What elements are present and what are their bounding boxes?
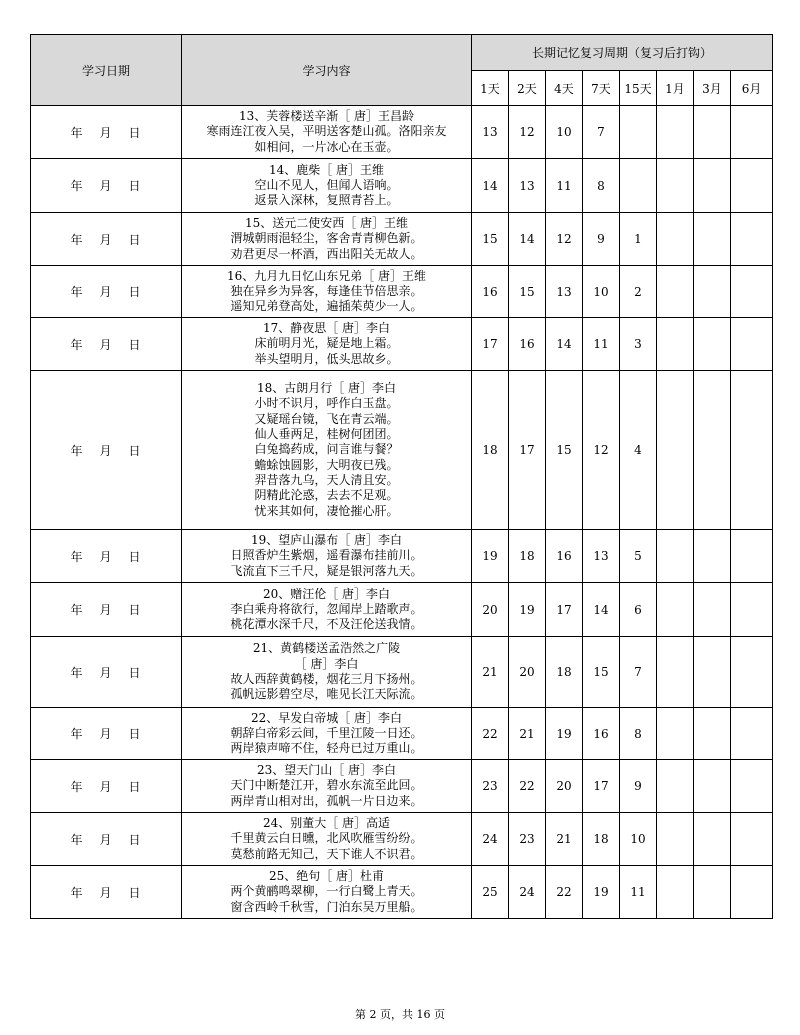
date-year-label: 年	[70, 727, 84, 741]
date-month-label: 月	[99, 232, 113, 247]
review-check-cell[interactable]	[657, 708, 694, 760]
review-check-cell[interactable]: 17	[472, 318, 509, 371]
poem-line: 床前明月光，疑是地上霜。	[254, 336, 399, 351]
date-month-label: 月	[99, 727, 113, 741]
review-check-cell[interactable]: 15	[546, 371, 583, 530]
review-check-cell[interactable]: 11	[546, 159, 583, 213]
poem-line: 又疑瑶台镜，飞在青云端。	[254, 411, 399, 426]
review-check-cell[interactable]: 21	[472, 637, 509, 708]
poem-line: 日照香炉生紫烟，遥看瀑布挂前川。	[230, 548, 423, 563]
review-check-cell[interactable]: 1	[620, 213, 657, 266]
review-check-cell[interactable]	[731, 708, 773, 760]
poem-cell	[182, 106, 472, 159]
poem-rows	[31, 106, 773, 919]
date-year-label: 年	[70, 179, 84, 193]
date-year-label: 年	[70, 125, 84, 140]
poem-title: 15、送元二使安西［ 唐］王维	[244, 216, 409, 231]
poem-cell	[182, 760, 472, 813]
review-check-cell[interactable]: 12	[583, 371, 620, 530]
review-check-cell[interactable]: 17	[583, 760, 620, 813]
review-check-cell[interactable]	[694, 708, 731, 760]
review-check-cell[interactable]	[657, 583, 694, 637]
date-year-label: 年	[70, 885, 84, 900]
review-check-cell[interactable]	[731, 106, 773, 159]
poem-line: 蟾蜍蚀圆影，大明夜已残。	[254, 457, 399, 472]
poem-cell	[182, 583, 472, 637]
review-check-cell[interactable]: 25	[472, 866, 509, 919]
content-column-header: 学习内容	[182, 35, 472, 106]
poem-line: 窗含西岭千秋雪，门泊东吴万里船。	[230, 899, 423, 914]
review-check-cell[interactable]: 19	[583, 866, 620, 919]
period-header: 15天	[620, 71, 657, 106]
date-month-label: 月	[99, 832, 113, 847]
table-row	[31, 760, 773, 813]
poem-line: 白兔捣药成，问言谁与餐？	[254, 442, 399, 457]
page-footer: 第 2 页，共 16 页	[355, 1008, 445, 1021]
poem-line: 天门中断楚江开，碧水东流至此回。	[230, 778, 423, 793]
poem-cell	[182, 637, 472, 708]
poem-title: 20、赠汪伦［ 唐］李白	[262, 586, 391, 601]
review-check-cell[interactable]: 23	[509, 813, 546, 866]
date-month-label: 月	[99, 285, 113, 299]
poem-line: 孤帆远影碧空尽，唯见长江天际流。	[230, 687, 423, 702]
review-check-cell[interactable]	[620, 106, 657, 159]
review-check-cell[interactable]	[657, 318, 694, 371]
review-check-cell[interactable]: 9	[583, 213, 620, 266]
poem-line: 两个黄鹂鸣翠柳，一行白鹭上青天。	[230, 884, 423, 899]
poem-line: 羿昔落九乌，天人清且安。	[254, 472, 399, 487]
review-check-cell[interactable]: 16	[546, 530, 583, 583]
review-check-cell[interactable]: 22	[546, 866, 583, 919]
review-check-cell[interactable]	[657, 866, 694, 919]
poem-line: 仙人垂两足，桂树何团团。	[254, 427, 399, 442]
review-check-cell[interactable]: 19	[472, 530, 509, 583]
date-month-label: 月	[99, 779, 113, 794]
date-column-header: 学习日期	[31, 35, 182, 106]
period-header: 3月	[694, 71, 731, 106]
review-check-cell[interactable]: 17	[509, 371, 546, 530]
review-check-cell[interactable]: 7	[583, 106, 620, 159]
review-check-cell[interactable]	[694, 813, 731, 866]
review-check-cell[interactable]: 14	[509, 213, 546, 266]
review-check-cell[interactable]	[657, 106, 694, 159]
table-row	[31, 266, 773, 318]
review-check-cell[interactable]: 13	[546, 266, 583, 318]
poem-line: 李白乘舟将欲行，忽闻岸上踏歌声。	[230, 601, 423, 616]
poem-line: 返景入深林，复照青苔上。	[254, 193, 399, 208]
date-day-label: 日	[128, 179, 142, 193]
review-check-cell[interactable]	[694, 760, 731, 813]
poem-cell	[182, 530, 472, 583]
date-day-label: 日	[128, 779, 142, 794]
date-cell[interactable]	[31, 760, 182, 813]
review-check-cell[interactable]	[731, 813, 773, 866]
poem-title: 21、黄鹤楼送孟浩然之广陵	[252, 641, 401, 656]
poem-cell	[182, 213, 472, 266]
review-check-cell[interactable]	[657, 371, 694, 530]
review-check-cell[interactable]: 16	[472, 266, 509, 318]
review-check-cell[interactable]: 20	[509, 637, 546, 708]
date-year-label: 年	[70, 232, 84, 247]
date-year-label: 年	[70, 285, 84, 299]
date-year-label: 年	[70, 832, 84, 847]
review-check-cell[interactable]	[731, 866, 773, 919]
review-check-cell[interactable]: 20	[546, 760, 583, 813]
review-check-cell[interactable]: 16	[583, 708, 620, 760]
date-year-label: 年	[70, 603, 84, 617]
date-cell[interactable]	[31, 708, 182, 760]
table-row	[31, 866, 773, 919]
poem-title: 19、望庐山瀑布［ 唐］李白	[250, 533, 403, 548]
review-check-cell[interactable]: 14	[546, 318, 583, 371]
review-check-cell[interactable]: 18	[583, 813, 620, 866]
poem-cell	[182, 266, 472, 318]
review-check-cell[interactable]: 21	[509, 708, 546, 760]
date-cell[interactable]	[31, 106, 182, 159]
review-check-cell[interactable]	[657, 266, 694, 318]
date-day-label: 日	[128, 443, 142, 458]
table-row	[31, 637, 773, 708]
poem-line: 阴精此沦惑，去去不足观。	[254, 488, 399, 503]
poem-cell	[182, 708, 472, 760]
review-check-cell[interactable]	[731, 318, 773, 371]
poem-line: 独在异乡为异客，每逢佳节倍思亲。	[230, 283, 423, 298]
date-cell[interactable]	[31, 637, 182, 708]
table-row	[31, 583, 773, 637]
review-check-cell[interactable]: 16	[509, 318, 546, 371]
poem-line: 两岸猿声啼不住，轻舟已过万重山。	[230, 741, 423, 756]
review-check-cell[interactable]	[657, 530, 694, 583]
review-check-cell[interactable]: 3	[620, 318, 657, 371]
review-check-cell[interactable]: 23	[472, 760, 509, 813]
poem-line: 忧来其如何，凄怆摧心肝。	[254, 503, 399, 518]
review-check-cell[interactable]: 24	[509, 866, 546, 919]
date-month-label: 月	[99, 337, 113, 352]
poem-title: 16、九月九日忆山东兄弟［ 唐］王维	[226, 268, 427, 283]
review-check-cell[interactable]	[694, 583, 731, 637]
period-header: 1天	[472, 71, 509, 106]
review-check-cell[interactable]: 18	[546, 637, 583, 708]
review-check-cell[interactable]: 19	[546, 708, 583, 760]
review-check-cell[interactable]	[694, 866, 731, 919]
review-check-cell[interactable]	[657, 213, 694, 266]
review-check-cell[interactable]: 11	[583, 318, 620, 371]
review-check-cell[interactable]	[694, 266, 731, 318]
poem-line: 渭城朝雨浥轻尘，客舍青青柳色新。	[230, 231, 423, 246]
review-check-cell[interactable]: 18	[472, 371, 509, 530]
date-day-label: 日	[128, 727, 142, 741]
review-check-cell[interactable]: 11	[620, 866, 657, 919]
review-check-cell[interactable]: 10	[546, 106, 583, 159]
poem-line: 空山不见人，但闻人语响。	[254, 177, 399, 192]
table-row	[31, 106, 773, 159]
poem-title: 18、古朗月行［ 唐］李白	[256, 381, 397, 396]
poem-line: 两岸青山相对出，孤帆一片日边来。	[230, 793, 423, 808]
table-row	[31, 159, 773, 213]
poem-title: 14、鹿柴［ 唐］王维	[268, 162, 385, 177]
review-check-cell[interactable]: 14	[583, 583, 620, 637]
review-check-cell[interactable]	[657, 637, 694, 708]
poem-cell	[182, 318, 472, 371]
review-check-cell[interactable]: 15	[472, 213, 509, 266]
date-month-label: 月	[99, 125, 113, 140]
review-check-cell[interactable]	[694, 637, 731, 708]
review-check-cell[interactable]	[694, 318, 731, 371]
date-year-label: 年	[70, 779, 84, 794]
review-schedule-table	[30, 34, 773, 919]
review-check-cell[interactable]	[620, 159, 657, 213]
review-check-cell[interactable]	[731, 760, 773, 813]
date-year-label: 年	[70, 549, 84, 564]
review-check-cell[interactable]	[694, 371, 731, 530]
date-day-label: 日	[128, 603, 142, 617]
review-check-cell[interactable]	[731, 266, 773, 318]
poem-line: 如相问，一片冰心在玉壶。	[254, 139, 399, 154]
review-check-cell[interactable]	[731, 371, 773, 530]
review-check-cell[interactable]: 8	[620, 708, 657, 760]
date-day-label: 日	[128, 885, 142, 900]
period-header: 1月	[657, 71, 694, 106]
table-row	[31, 318, 773, 371]
poem-line: 劝君更尽一杯酒，西出阳关无故人。	[230, 246, 423, 261]
date-cell[interactable]	[31, 213, 182, 266]
review-check-cell[interactable]: 2	[620, 266, 657, 318]
review-check-cell[interactable]: 20	[472, 583, 509, 637]
review-check-cell[interactable]: 13	[472, 106, 509, 159]
review-period-group-header: 长期记忆复习周期（复习后打钩）	[472, 35, 773, 71]
date-day-label: 日	[128, 285, 142, 299]
review-check-cell[interactable]: 14	[472, 159, 509, 213]
date-year-label: 年	[70, 665, 84, 680]
review-check-cell[interactable]	[694, 159, 731, 213]
date-month-label: 月	[99, 179, 113, 193]
date-cell[interactable]	[31, 266, 182, 318]
date-month-label: 月	[99, 603, 113, 617]
review-check-cell[interactable]: 6	[620, 583, 657, 637]
review-check-cell[interactable]	[731, 530, 773, 583]
date-day-label: 日	[128, 549, 142, 564]
poem-line: 寒雨连江夜入吴，平明送客楚山孤。洛阳亲友	[206, 124, 447, 139]
poem-line: 朝辞白帝彩云间，千里江陵一日还。	[230, 725, 423, 740]
review-check-cell[interactable]: 12	[546, 213, 583, 266]
poem-cell	[182, 159, 472, 213]
poem-title: 22、早发白帝城［ 唐］李白	[250, 710, 403, 725]
date-month-label: 月	[99, 885, 113, 900]
review-check-cell[interactable]: 15	[509, 266, 546, 318]
date-month-label: 月	[99, 549, 113, 564]
review-check-cell[interactable]: 8	[583, 159, 620, 213]
date-day-label: 日	[128, 337, 142, 352]
poem-cell	[182, 866, 472, 919]
date-day-label: 日	[128, 665, 142, 680]
date-day-label: 日	[128, 125, 142, 140]
period-header: 4天	[546, 71, 583, 106]
poem-title: 17、静夜思［ 唐］李白	[262, 321, 391, 336]
poem-cell	[182, 813, 472, 866]
review-check-cell[interactable]	[731, 213, 773, 266]
date-day-label: 日	[128, 832, 142, 847]
poem-line: 飞流直下三千尺，疑是银河落九天。	[230, 563, 423, 578]
date-cell[interactable]	[31, 866, 182, 919]
review-check-cell[interactable]: 10	[583, 266, 620, 318]
poem-title: 25、绝句［ 唐］杜甫	[268, 869, 385, 884]
poem-line: 故人西辞黄鹤楼，烟花三月下扬州。	[230, 672, 423, 686]
poem-line: ［ 唐］李白	[294, 656, 359, 671]
date-cell[interactable]	[31, 318, 182, 371]
review-check-cell[interactable]	[694, 106, 731, 159]
table-row	[31, 530, 773, 583]
poem-line: 莫愁前路无知己，天下谁人不识君。	[230, 846, 423, 861]
period-header: 7天	[583, 71, 620, 106]
date-cell[interactable]	[31, 371, 182, 530]
date-cell[interactable]	[31, 813, 182, 866]
review-check-cell[interactable]	[694, 530, 731, 583]
date-cell[interactable]	[31, 583, 182, 637]
date-month-label: 月	[99, 443, 113, 458]
date-month-label: 月	[99, 665, 113, 680]
review-check-cell[interactable]	[731, 159, 773, 213]
date-cell[interactable]	[31, 159, 182, 213]
table-row	[31, 813, 773, 866]
review-check-cell[interactable]	[731, 583, 773, 637]
date-cell[interactable]	[31, 530, 182, 583]
table-row	[31, 213, 773, 266]
review-check-cell[interactable]: 21	[546, 813, 583, 866]
review-check-cell[interactable]: 7	[620, 637, 657, 708]
poem-title: 13、芙蓉楼送辛渐［ 唐］王昌龄	[238, 109, 415, 124]
review-check-cell[interactable]: 13	[583, 530, 620, 583]
poem-line: 桃花潭水深千尺，不及汪伦送我情。	[230, 617, 423, 632]
poem-line: 千里黄云白日曛，北风吹雁雪纷纷。	[230, 831, 423, 846]
review-check-cell[interactable]: 22	[472, 708, 509, 760]
review-check-cell[interactable]: 13	[509, 159, 546, 213]
review-check-cell[interactable]: 17	[546, 583, 583, 637]
poem-cell	[182, 371, 472, 530]
date-year-label: 年	[70, 443, 84, 458]
poem-title: 23、望天门山［ 唐］李白	[256, 763, 397, 778]
poem-line: 小时不识月，呼作白玉盘。	[254, 396, 399, 411]
review-check-cell[interactable]: 15	[583, 637, 620, 708]
review-check-cell[interactable]: 18	[509, 530, 546, 583]
review-check-cell[interactable]	[731, 637, 773, 708]
review-check-cell[interactable]	[657, 159, 694, 213]
poem-line: 举头望明月，低头思故乡。	[254, 351, 399, 366]
review-check-cell[interactable]	[657, 760, 694, 813]
review-check-cell[interactable]: 5	[620, 530, 657, 583]
period-header: 2天	[509, 71, 546, 106]
date-day-label: 日	[128, 232, 142, 247]
date-year-label: 年	[70, 337, 84, 352]
review-check-cell[interactable]: 9	[620, 760, 657, 813]
review-check-cell[interactable]: 22	[509, 760, 546, 813]
poem-title: 24、别董大［ 唐］高适	[262, 816, 391, 831]
review-check-cell[interactable]: 19	[509, 583, 546, 637]
table-row	[31, 708, 773, 760]
review-check-cell[interactable]: 12	[509, 106, 546, 159]
review-check-cell[interactable]	[694, 213, 731, 266]
review-check-cell[interactable]: 24	[472, 813, 509, 866]
poem-line: 遥知兄弟登高处，遍插茱萸少一人。	[230, 299, 423, 314]
review-check-cell[interactable]: 10	[620, 813, 657, 866]
review-check-cell[interactable]	[657, 813, 694, 866]
table-row	[31, 371, 773, 530]
review-check-cell[interactable]: 4	[620, 371, 657, 530]
period-header: 6月	[731, 71, 773, 106]
